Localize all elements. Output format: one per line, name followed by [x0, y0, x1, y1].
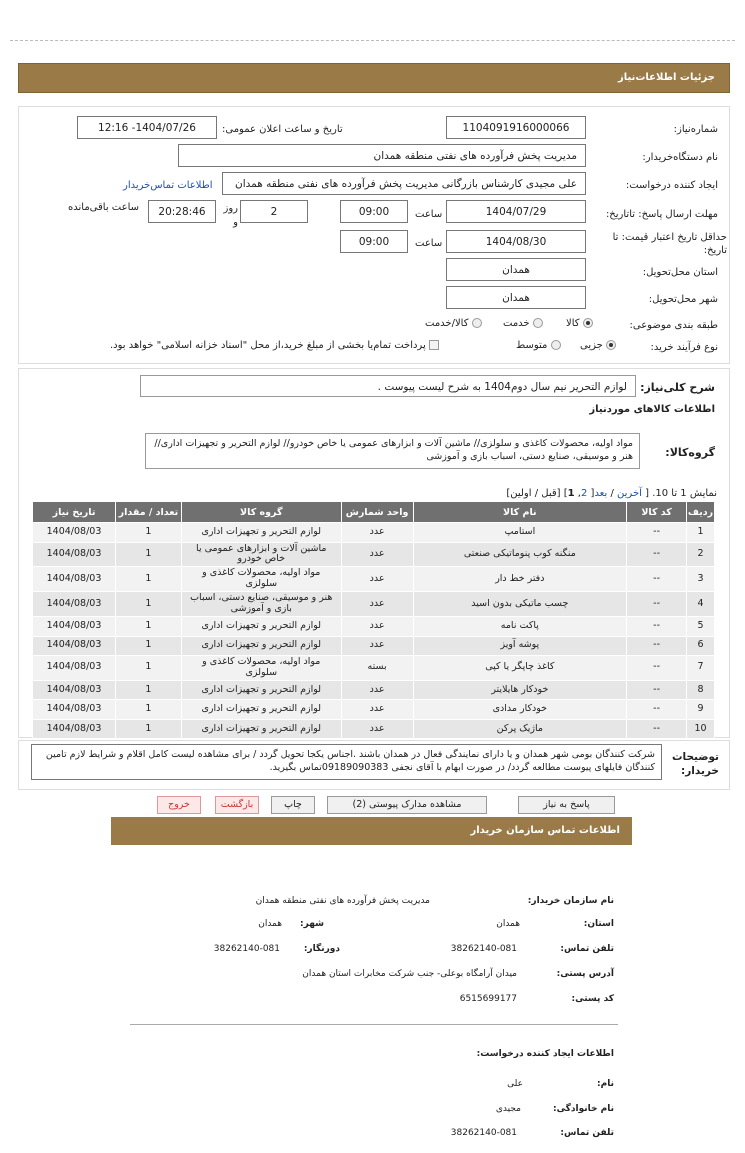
contact-header	[111, 817, 632, 845]
category-label: طبقه بندی موضوعی:	[629, 320, 718, 331]
radio-selected-icon	[583, 318, 593, 328]
table-row	[33, 656, 715, 681]
cell-name: دفتر خط دار	[413, 567, 627, 592]
cell-name: پاکت نامه	[413, 617, 627, 637]
cell-code: --	[627, 656, 687, 681]
cell-code: --	[627, 719, 687, 739]
cell-qty: 1	[116, 700, 182, 720]
pagination-prev: قبل	[541, 488, 557, 499]
cell-group: لوازم التحریر و تجهیزات اداری	[181, 719, 341, 739]
cell-code: --	[627, 523, 687, 543]
org-value: مدیریت پخش فرآورده های نفتی منطقه همدان	[255, 896, 430, 906]
page-header	[18, 63, 730, 93]
cell-date: 1404/08/03	[33, 719, 116, 739]
table-row	[33, 617, 715, 637]
cell-qty: 1	[116, 656, 182, 681]
treasury-option[interactable]: پرداخت تمام‌یا بخشی از مبلغ خرید،از محل "اسناد خزانه اسلامی" خواهد بود.	[110, 340, 439, 351]
group-label: گروه‌کالا:	[665, 446, 715, 459]
cell-unit: بسته	[341, 656, 413, 681]
cell-row: 1	[687, 523, 715, 543]
cell-name: استامپ	[413, 523, 627, 543]
creator-field[interactable]: علی مجیدی کارشناس بازرگانی مدیریت پخش فرآورده های نفتی منطقه همدان	[222, 172, 586, 195]
col-unit: واحد شمارش	[341, 502, 413, 523]
delivery-city-label: شهر محل‌تحویل:	[648, 294, 718, 305]
table-row	[33, 523, 715, 543]
announce-field[interactable]: 1404/07/26- 12:16	[77, 116, 217, 139]
cell-row: 3	[687, 567, 715, 592]
cell-unit: عدد	[341, 592, 413, 617]
phone-label: تلفن تماس:	[560, 944, 614, 954]
announce-label: تاریخ و ساعت اعلان عمومی:	[222, 124, 343, 135]
cell-name: خودکار مدادی	[413, 700, 627, 720]
table-row	[33, 542, 715, 567]
deadline-hour-label: ساعت	[415, 209, 443, 220]
cell-code: --	[627, 636, 687, 656]
cell-unit: عدد	[341, 542, 413, 567]
address-value: میدان آرامگاه بوعلی- جنب شرکت مخابرات استان همدان	[302, 969, 517, 979]
contact-divider	[130, 1024, 618, 1025]
exit-button[interactable]: خروج	[157, 796, 201, 814]
category-option-goods[interactable]: کالا	[566, 318, 593, 329]
cell-name: پوشه آویز	[413, 636, 627, 656]
fax-label: دورنگار:	[303, 944, 340, 954]
city-label: شهر:	[300, 919, 324, 929]
table-row	[33, 680, 715, 700]
buyer-label: نام دستگاه‌خریدار:	[642, 152, 718, 163]
cell-date: 1404/08/03	[33, 542, 116, 567]
cell-name: خودکار هایلایتر	[413, 680, 627, 700]
summary-label: شرح کلی‌نیاز:	[640, 381, 715, 394]
province-label: استان:	[583, 919, 614, 929]
address-label: آدرس پستی:	[556, 969, 614, 979]
postal-value: 6515699177	[459, 994, 517, 1004]
reply-button[interactable]: پاسخ به نیاز	[518, 796, 615, 814]
cell-qty: 1	[116, 617, 182, 637]
cell-group: لوازم التحریر و تجهیزات اداری	[181, 523, 341, 543]
cell-unit: عدد	[341, 636, 413, 656]
deadline-time-field[interactable]: 09:00	[340, 200, 408, 223]
cell-qty: 1	[116, 636, 182, 656]
cell-group: لوازم التحریر و تجهیزات اداری	[181, 636, 341, 656]
need-number-field[interactable]: 1104091916000066	[446, 116, 586, 139]
cell-date: 1404/08/03	[33, 592, 116, 617]
cell-date: 1404/08/03	[33, 656, 116, 681]
cell-qty: 1	[116, 523, 182, 543]
radio-icon	[472, 318, 482, 328]
delivery-province-field[interactable]: همدان	[446, 258, 586, 281]
cell-code: --	[627, 700, 687, 720]
creator-family-value: مجیدی	[495, 1104, 521, 1114]
cell-qty: 1	[116, 542, 182, 567]
process-label: نوع فرآیند خرید:	[650, 342, 718, 353]
cell-date: 1404/08/03	[33, 680, 116, 700]
price-validity-date-field[interactable]: 1404/08/30	[446, 230, 586, 253]
cell-date: 1404/08/03	[33, 523, 116, 543]
cell-group: لوازم التحریر و تجهیزات اداری	[181, 680, 341, 700]
pagination-last[interactable]: آخرین	[617, 488, 642, 499]
cell-name: منگنه کوب پنوماتیکی صنعتی	[413, 542, 627, 567]
cell-date: 1404/08/03	[33, 636, 116, 656]
org-label: نام سازمان خریدار:	[527, 896, 614, 906]
cell-group: لوازم التحریر و تجهیزات اداری	[181, 700, 341, 720]
back-button[interactable]: بازگشت	[215, 796, 259, 814]
creator-phone-label: تلفن تماس:	[560, 1128, 614, 1138]
cell-date: 1404/08/03	[33, 567, 116, 592]
cell-row: 10	[687, 719, 715, 739]
group-field[interactable]: مواد اولیه، محصولات کاغذی و سلولزی// ماشین آلات و ابزارهای عمومی یا خاص خودرو// لوازم التحریر و تجهیزات اداری// هنر و موسیقی، صنایع دستی، اسباب بازی و آموزشی	[145, 433, 640, 469]
cell-qty: 1	[116, 567, 182, 592]
col-qty: تعداد / مقدار	[116, 502, 182, 523]
category-option-goods-service[interactable]: کالا/خدمت	[425, 318, 482, 329]
cell-date: 1404/08/03	[33, 700, 116, 720]
pagination-page-1: 1	[567, 488, 575, 499]
cell-qty: 1	[116, 680, 182, 700]
fax-value: 38262140-081	[213, 944, 280, 954]
table-row	[33, 719, 715, 739]
cell-unit: عدد	[341, 567, 413, 592]
cell-group: لوازم التحریر و تجهیزات اداری	[181, 617, 341, 637]
cell-code: --	[627, 617, 687, 637]
cell-name: چسب ماتیکی بدون اسید	[413, 592, 627, 617]
cell-name: کاغذ چاپگر یا کپی	[413, 656, 627, 681]
cell-row: 7	[687, 656, 715, 681]
col-group: گروه کالا	[181, 502, 341, 523]
cell-unit: عدد	[341, 617, 413, 637]
city-value: همدان	[258, 919, 282, 929]
pagination-next[interactable]: بعد	[594, 488, 608, 499]
cell-date: 1404/08/03	[33, 617, 116, 637]
pagination-first: اولین	[510, 488, 532, 499]
price-validity-hour-label: ساعت	[415, 238, 443, 249]
radio-icon	[551, 340, 561, 350]
buyer-contact-link[interactable]: اطلاعات تماس‌خریدار	[123, 180, 213, 191]
creator-label: ایجاد کننده درخواست:	[625, 180, 718, 191]
notes-label: توضیحات خریدار:	[671, 751, 719, 777]
pagination-showing: نمایش 1 تا 10.	[652, 488, 717, 499]
process-option-medium[interactable]: متوسط	[516, 340, 561, 351]
creator-family-label: نام خانوادگی:	[552, 1104, 614, 1114]
attachments-button[interactable]: مشاهده مدارک پیوستی (2)	[327, 796, 487, 814]
col-name: نام کالا	[413, 502, 627, 523]
cell-qty: 1	[116, 592, 182, 617]
pagination: نمایش 1 تا 10. [ آخرین / بعد[ 2, 1] [قبل / اولین]	[506, 488, 717, 499]
cell-group: ماشین آلات و ابزارهای عمومی یا خاص خودرو	[181, 542, 341, 567]
delivery-province-label: استان محل‌تحویل:	[642, 267, 718, 278]
province-value: همدان	[496, 919, 520, 929]
days-field[interactable]: 2	[240, 200, 308, 223]
page-title: جزئیات اطلاعات‌نیاز	[618, 72, 715, 83]
table-row	[33, 567, 715, 592]
postal-label: کد پستی:	[571, 994, 614, 1004]
cell-code: --	[627, 542, 687, 567]
pagination-page-2[interactable]: 2	[580, 488, 588, 499]
cell-unit: عدد	[341, 700, 413, 720]
process-option-minor[interactable]: جزیی	[580, 340, 616, 351]
price-validity-time-field[interactable]: 09:00	[340, 230, 408, 253]
items-heading: اطلاعات کالاهای موردنیاز	[589, 404, 715, 415]
cell-unit: عدد	[341, 719, 413, 739]
creator-heading: اطلاعات ایجاد کننده درخواست:	[476, 1049, 614, 1059]
top-divider	[10, 40, 735, 41]
checkbox-icon	[429, 340, 439, 350]
price-validity-label: حداقل تاریخ اعتبار قیمت: تا تاریخ:	[612, 232, 727, 256]
phone-value: 38262140-081	[450, 944, 517, 954]
remaining-time-field[interactable]: 20:28:46	[148, 200, 216, 223]
deadline-date-field[interactable]: 1404/07/29	[446, 200, 586, 223]
cell-unit: عدد	[341, 523, 413, 543]
cell-row: 8	[687, 680, 715, 700]
cell-unit: عدد	[341, 680, 413, 700]
buyer-field[interactable]: مدیریت پخش فرآورده های نفتی منطقه همدان	[178, 144, 586, 167]
pagination-bracket: [	[645, 488, 649, 499]
cell-code: --	[627, 680, 687, 700]
creator-name-value: علی	[507, 1079, 523, 1089]
radio-icon	[533, 318, 543, 328]
table-row	[33, 636, 715, 656]
cell-name: ماژیک پرکن	[413, 719, 627, 739]
col-row: ردیف	[687, 502, 715, 523]
notes-field: شرکت کنندگان بومی شهر همدان و یا دارای نمایندگی فعال در همدان باشند .اجناس یکجا تحویل گردد / برای مشاهده لیست کامل اقلام و شرایط لازم تامین کنندگان فایلهای پیوست مطالعه گردد/ در صورت ابهام با آقای نجفی 09189090383تماس بگیرید.	[31, 744, 662, 780]
cell-row: 6	[687, 636, 715, 656]
col-date: تاریخ نیاز	[33, 502, 116, 523]
table-header-row	[33, 502, 715, 523]
days-label: روز و	[223, 203, 238, 228]
cell-row: 4	[687, 592, 715, 617]
items-table	[32, 501, 715, 739]
need-number-label: شماره‌نیاز:	[673, 124, 718, 135]
creator-phone-value: 38262140-081	[450, 1128, 517, 1138]
col-code: کد کالا	[627, 502, 687, 523]
cell-code: --	[627, 592, 687, 617]
table-row	[33, 592, 715, 617]
radio-selected-icon	[606, 340, 616, 350]
delivery-city-field[interactable]: همدان	[446, 286, 586, 309]
print-button[interactable]: چاپ	[271, 796, 315, 814]
cell-group: هنر و موسیقی، صنایع دستی، اسباب بازی و آموزشی	[181, 592, 341, 617]
cell-qty: 1	[116, 719, 182, 739]
summary-field[interactable]: لوازم التحریر نیم سال دوم1404 به شرح لیست پیوست .	[140, 375, 636, 397]
cell-group: مواد اولیه، محصولات کاغذی و سلولزی	[181, 567, 341, 592]
remaining-label: ساعت باقی‌مانده	[68, 202, 140, 213]
contact-title: اطلاعات تماس سازمان خریدار	[470, 825, 620, 836]
category-option-service[interactable]: خدمت	[503, 318, 543, 329]
table-row	[33, 700, 715, 720]
cell-row: 9	[687, 700, 715, 720]
cell-code: --	[627, 567, 687, 592]
deadline-label: مهلت ارسال پاسخ: تاتاریخ:	[605, 209, 718, 220]
cell-row: 5	[687, 617, 715, 637]
creator-name-label: نام:	[597, 1079, 614, 1089]
cell-group: مواد اولیه، محصولات کاغذی و سلولزی	[181, 656, 341, 681]
cell-row: 2	[687, 542, 715, 567]
